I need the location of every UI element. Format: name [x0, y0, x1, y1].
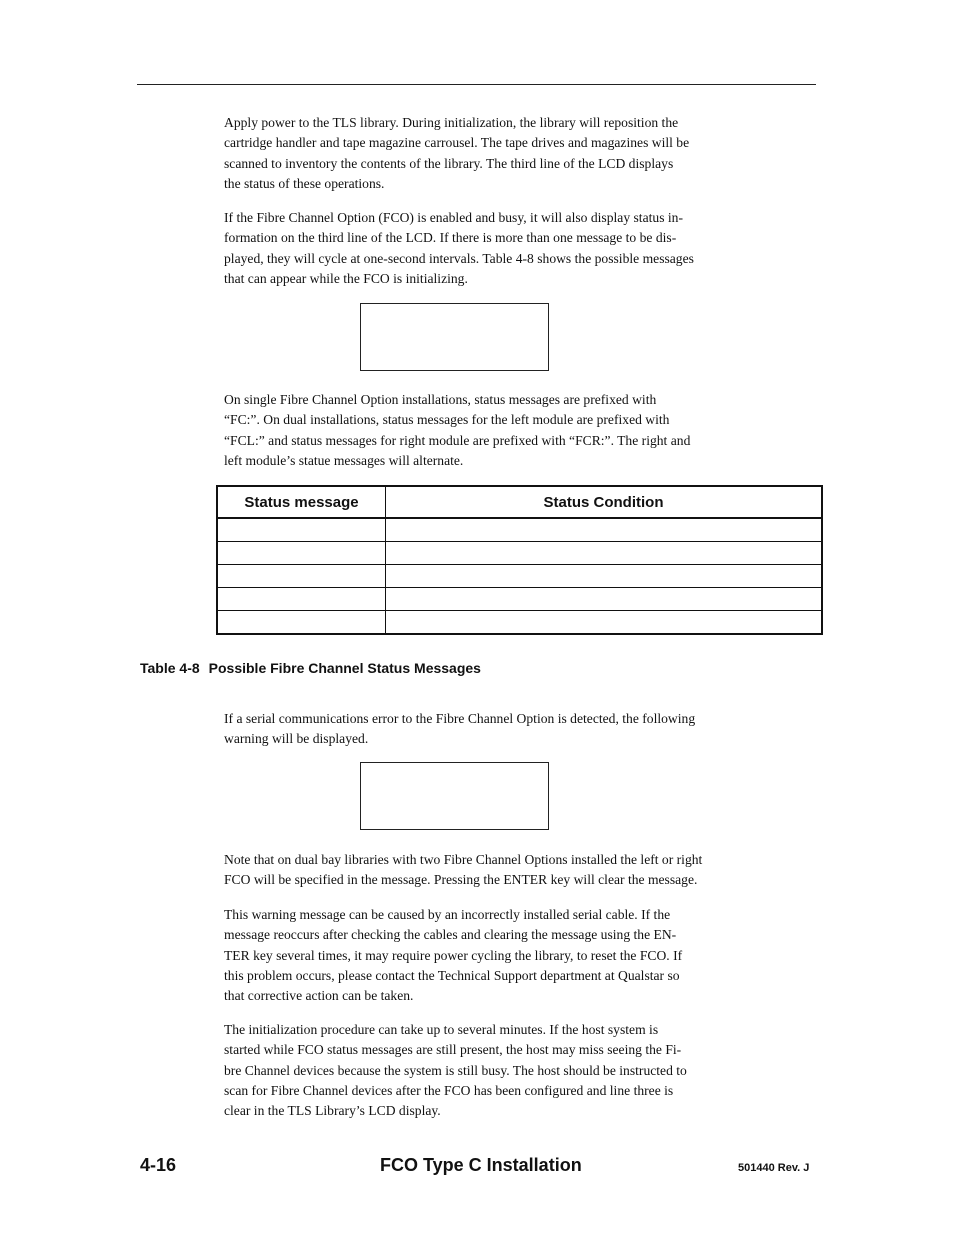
paragraph-serial-cable [224, 905, 792, 1006]
table-cell [386, 518, 823, 542]
text-line: TER key several times, it may require power cycling the library, to reset the FCO. If [224, 947, 683, 963]
lcd-display-figure [360, 303, 549, 371]
paragraph-initialization-time [224, 1020, 792, 1121]
table-cell [217, 542, 386, 565]
text-line: formation on the third line of the LCD. If there is more than one message to be dis- [224, 230, 677, 246]
header-rule [137, 84, 816, 85]
table-row [217, 588, 822, 611]
table-cell [386, 611, 823, 635]
table-cell [386, 565, 823, 588]
footer-title: FCO Type C Installation [380, 1155, 582, 1175]
table-cell [386, 588, 823, 611]
text-line: bre Channel devices because the system is still busy. The host should be instructed to [224, 1062, 687, 1078]
table-row [217, 518, 822, 542]
text-line: On single Fibre Channel Option installations, status messages are prefixed with [224, 392, 657, 407]
lcd-warning-figure [360, 762, 549, 830]
table-row [217, 565, 822, 588]
text-line: “FC:”. On dual installations, status messages for the left module are prefixed with [224, 412, 670, 428]
text-line: warning will be displayed. [224, 731, 369, 747]
text-line: clear in the TLS Library’s LCD display. [224, 1103, 441, 1119]
text-line: played, they will cycle at one-second intervals. Table 4-8 shows the possible messages [224, 250, 694, 266]
text-line: The initialization procedure can take up to several minutes. If the host system is [224, 1022, 659, 1037]
text-line: “FCL:” and status messages for right module are prefixed with “FCR:”. The right and [224, 432, 691, 448]
document-revision: 501440 Rev. J [738, 1162, 810, 1174]
text-line: scanned to inventory the contents of the library. The third line of the LCD displays [224, 155, 674, 171]
text-line: that can appear while the FCO is initializing. [224, 270, 468, 286]
table-caption-text: Possible Fibre Channel Status Messages [208, 660, 481, 676]
text-line: If a serial communications error to the Fibre Channel Option is detected, the following [224, 711, 696, 726]
text-line: message reoccurs after checking the cables and clearing the message using the EN- [224, 927, 677, 943]
text-line: Apply power to the TLS library. During initialization, the library will reposition the [224, 115, 679, 130]
text-line: Note that on dual bay libraries with two Fibre Channel Options installed the left or right [224, 852, 703, 867]
table-caption-number: Table 4-8 [140, 660, 200, 676]
table-cell [217, 611, 386, 635]
table-row [217, 542, 822, 565]
table-cell [217, 565, 386, 588]
text-line: started while FCO status messages are still present, the host may miss seeing the Fi- [224, 1042, 682, 1058]
page-number: 4-16 [140, 1155, 177, 1175]
table-cell [217, 588, 386, 611]
status-messages-table [216, 485, 823, 635]
paragraph-power-on [224, 113, 792, 194]
text-line: If the Fibre Channel Option (FCO) is enabled and busy, it will also display status in- [224, 210, 683, 225]
table-row [217, 611, 822, 635]
text-line: this problem occurs, please contact the Technical Support department at Qualstar so [224, 967, 680, 983]
column-header-status-message: Status message [217, 486, 386, 518]
table-cell [217, 518, 386, 542]
table-cell [386, 542, 823, 565]
column-header-status-condition: Status Condition [386, 486, 823, 518]
text-line: FCO will be specified in the message. Pressing the ENTER key will clear the message. [224, 872, 698, 888]
table-header-row [217, 486, 822, 518]
text-line: This warning message can be caused by an incorrectly installed serial cable. If the [224, 907, 671, 922]
text-line: the status of these operations. [224, 175, 385, 191]
paragraph-fco-status [224, 208, 792, 289]
text-line: scan for Fibre Channel devices after the FCO has been configured and line three is [224, 1082, 674, 1098]
paragraph-dual-bay-note [224, 850, 792, 891]
paragraph-serial-error [224, 709, 792, 750]
text-line: cartridge handler and tape magazine carrousel. The tape drives and magazines will be [224, 135, 690, 151]
paragraph-prefixes [224, 390, 792, 471]
text-line: left module’s statue messages will alternate. [224, 452, 464, 468]
table-caption [140, 660, 481, 676]
text-line: that corrective action can be taken. [224, 988, 414, 1004]
